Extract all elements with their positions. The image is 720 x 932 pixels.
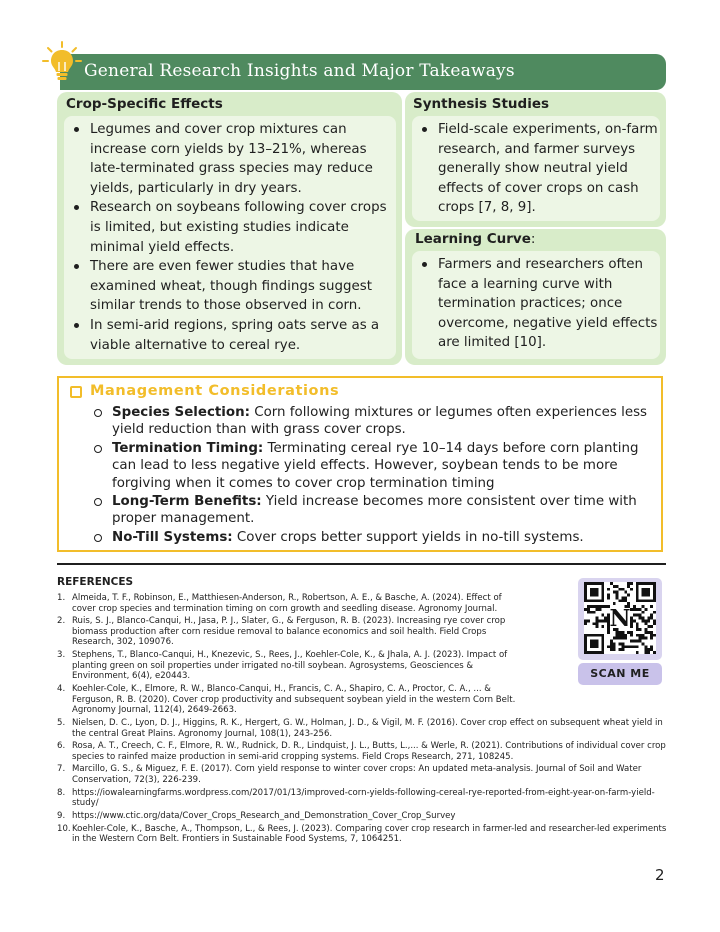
synthesis-list	[416, 120, 658, 218]
bullet-item: Farmers and researchers often face a learning curve with termination practices; once overcome, negative yield effects are limited [10].	[416, 255, 658, 353]
learning-curve-title-text: Learning Curve	[415, 231, 531, 247]
reference-number: 5.	[57, 717, 66, 728]
crop-specific-body	[64, 116, 396, 359]
scan-me-label: SCAN ME	[578, 663, 662, 685]
lightbulb-icon	[42, 40, 82, 84]
reference-number: 9.	[57, 811, 66, 822]
reference-number: 3.	[57, 650, 66, 661]
reference-item	[57, 718, 669, 739]
reference-text: Koehler-Cole, K., Elmore, R. W., Blanco-Canqui, H., Francis, C. A., Shapiro, C. A., Proctor, C. A., ... & Ferguson, R. B. (2020). Cover crop productivity and subsequent soybean yield in the western Corn Belt. Agronomy Journal, 112(4), 2649-2663.	[72, 684, 516, 716]
reference-number: 2.	[57, 616, 66, 627]
reference-item	[57, 824, 669, 845]
management-item-label: Long-Term Benefits:	[112, 494, 262, 510]
reference-number: 1.	[57, 593, 66, 603]
management-list	[92, 404, 652, 547]
reference-item	[57, 741, 669, 762]
management-item-text: Corn following mixtures or legumes often experiences less yield reduction than with grass cover crops.	[112, 405, 648, 438]
management-item-text: Cover crops better support yields in no-till systems.	[232, 529, 584, 545]
reference-item	[57, 650, 527, 682]
checkbox-icon	[70, 386, 82, 398]
learning-curve-list	[416, 255, 658, 353]
reference-item	[57, 593, 527, 614]
reference-number: 10.	[57, 823, 71, 834]
crop-specific-list	[68, 120, 394, 355]
reference-number: 8.	[57, 787, 66, 798]
reference-text: Rosa, A. T., Creech, C. F., Elmore, R. W., Rudnick, D. R., Lindquist, J. L., Butts, L.,... & Werle, R. (2021). Contributions of individual cover crop species to rainfed maize production in semi-arid cropping systems. Field Crops Research, 271, 108245.	[72, 741, 666, 762]
synthesis-body	[412, 116, 660, 221]
reference-text: Almeida, T. F., Robinson, E., Matthiesen-Anderson, R., Robertson, A. E., & Basche, A. (2024). Effect of cover crop species and termination timing on corn growth and seedling disease. Agronomy Journal.	[72, 593, 502, 614]
bullet-item: Field-scale experiments, on-farm research, and farmer surveys generally show neutral yield effects of cover crops on cash crops [7, 8, 9].	[416, 120, 658, 218]
reference-text[interactable]: https://iowalearningfarms.wordpress.com/2017/01/13/improved-corn-yields-following-cereal-rye-reported-from-eight-year-on-farm-yield-study/	[72, 787, 655, 809]
reference-item	[57, 616, 527, 648]
learning-curve-body	[412, 251, 660, 359]
learning-curve-title	[415, 231, 535, 247]
management-item	[92, 529, 652, 546]
reference-text[interactable]: https://www.ctic.org/data/Cover_Crops_Research_and_Demonstration_Cover_Crop_Survey	[72, 811, 456, 822]
reference-item	[57, 764, 669, 785]
reference-item	[57, 811, 669, 822]
reference-text: Marcillo, G. S., & Miguez, F. E. (2017). Corn yield response to winter cover crops: An updated meta-analysis. Journal of Soil and Water Conservation, 72(3), 226-239.	[72, 764, 642, 786]
bullet-item: There are even fewer studies that have examined wheat, though findings suggest similar trends to those observed in corn.	[68, 257, 394, 316]
management-item	[92, 404, 652, 439]
reference-text: Ruis, S. J., Blanco-Canqui, H., Jasa, P. J., Slater, G., & Ferguson, R. B. (2023). Increasing rye cover crop biomass production after corn residue removal to balance economics and soil health. Field Crops Research, 302, 109076.	[72, 616, 506, 648]
qr-code-icon[interactable]	[584, 582, 656, 654]
bullet-item: In semi-arid regions, spring oats serve as a viable alternative to cereal rye.	[68, 316, 394, 355]
page-number: 2	[655, 866, 665, 884]
section-divider	[57, 563, 666, 565]
reference-item	[57, 788, 669, 809]
reference-text: Koehler-Cole, K., Basche, A., Thompson, L., & Rees, J. (2023). Comparing cover crop research in farmer-led and researcher-led experiments in the Western Corn Belt. Frontiers in Sustainable Food Systems, 7, 1064251.	[72, 823, 667, 845]
references-title: REFERENCES	[57, 576, 134, 588]
learning-curve-title-suffix: :	[530, 231, 536, 247]
reference-item	[57, 684, 527, 716]
bullet-item: Research on soybeans following cover crops is limited, but existing studies indicate minimal yield effects.	[68, 198, 394, 257]
reference-text: Nielsen, D. C., Lyon, D. J., Higgins, R. K., Hergert, G. W., Holman, J. D., & Vigil, M. F. (2016). Cover crop effect on subsequent wheat yield in the central Great Plains. Agronomy Journal, 108(1), 243-256.	[72, 717, 663, 739]
management-item-text: Terminating cereal rye 10–14 days before corn planting can lead to less negative yield effects. However, soybean tends to be more forgiving when it comes to cover crop termination timing	[112, 440, 639, 491]
reference-number: 4.	[57, 684, 66, 695]
synthesis-title: Synthesis Studies	[413, 96, 550, 112]
management-title: Management Considerations	[90, 383, 340, 399]
management-item-label: No-Till Systems:	[112, 529, 233, 545]
management-item-text: Yield increase becomes more consistent over time with proper management.	[112, 494, 637, 527]
crop-specific-title: Crop-Specific Effects	[66, 96, 223, 112]
management-item	[92, 440, 652, 492]
management-item-label: Species Selection:	[112, 405, 250, 420]
reference-text: Stephens, T., Blanco-Canqui, H., Knezevic, S., Rees, J., Koehler-Cole, K., & Jhala, A. J. (2023). Impact of planting green on soil properties under irrigated no-till soybean. Agrosystems, Geosciences & Environment, 6(4), e20443.	[72, 650, 508, 682]
management-item-label: Termination Timing:	[112, 440, 264, 456]
management-item	[92, 493, 652, 528]
reference-number: 7.	[57, 764, 66, 775]
qr-logo-letter: N	[609, 604, 631, 632]
reference-number: 6.	[57, 741, 66, 752]
bullet-item: Legumes and cover crop mixtures can increase corn yields by 13–21%, whereas late-terminated grass species may reduce yields, particularly in dry years.	[68, 120, 394, 198]
page-title: General Research Insights and Major Takeaways	[84, 61, 515, 81]
